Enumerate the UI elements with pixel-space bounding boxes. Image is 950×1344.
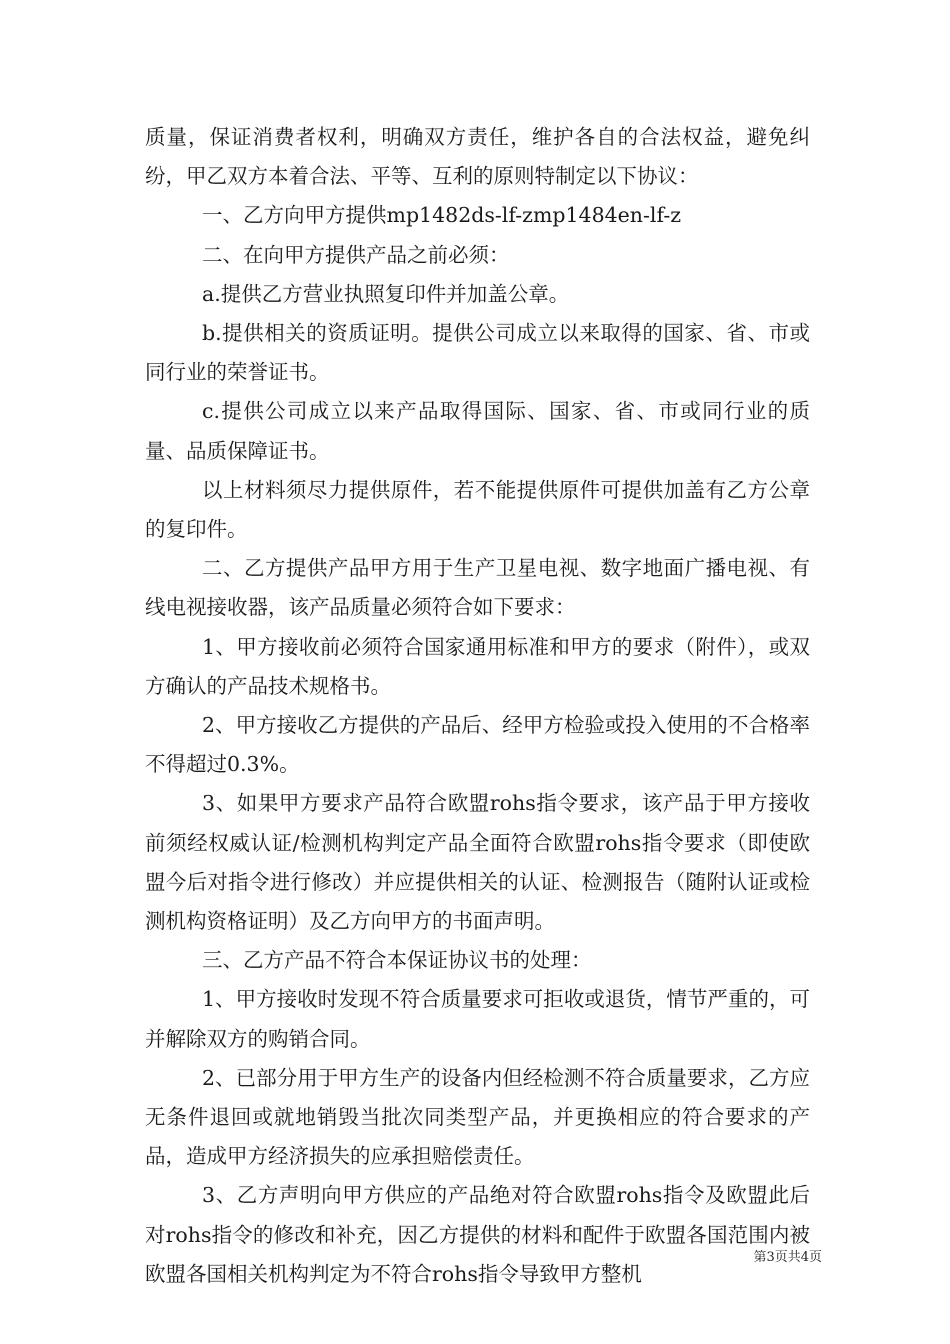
paragraph: 1、甲方接收时发现不符合质量要求可拒收或退货，情节严重的，可并解除双方的购销合同。 — [145, 987, 810, 1051]
paragraph: 一、乙方向甲方提供mp1482ds-lf-zmp1484en-lf-z — [202, 203, 682, 228]
paragraph: 二、乙方提供产品甲方用于生产卫星电视、数字地面广播电视、有线电视接收器，该产品质量必须符合如下要求： — [145, 556, 810, 620]
paragraph: 二、在向甲方提供产品之前必须： — [202, 242, 510, 267]
page-number: 第3页共4页 — [753, 1250, 822, 1265]
paragraph: 2、甲方接收乙方提供的产品后、经甲方检验或投入使用的不合格率不得超过0.3%。 — [145, 713, 810, 777]
paragraph: 2、已部分用于甲方生产的设备内但经检测不符合质量要求，乙方应无条件退回或就地销毁当批次同类型产品，并更换相应的符合要求的产品，造成甲方经济损失的应承担赔偿责任。 — [145, 1065, 810, 1169]
paragraph: 3、如果甲方要求产品符合欧盟rohs指令要求，该产品于甲方接收前须经权威认证/检测机构判定产品全面符合欧盟rohs指令要求（即使欧盟今后对指令进行修改）并应提供相关的认证、检测报告（随附认证或检测机构资格证明）及乙方向甲方的书面声明。 — [145, 791, 810, 934]
paragraph: b.提供相关的资质证明。提供公司成立以来取得的国家、省、市或同行业的荣誉证书。 — [145, 321, 810, 385]
paragraph: 三、乙方产品不符合本保证协议书的处理： — [202, 948, 592, 973]
paragraph: 1、甲方接收前必须符合国家通用标准和甲方的要求（附件），或双方确认的产品技术规格书。 — [145, 634, 810, 698]
paragraph: 质量，保证消费者权利，明确双方责任，维护各自的合法权益，避免纠纷，甲乙双方本着合法、平等、互利的原则特制定以下协议： — [145, 125, 810, 189]
paragraph: 以上材料须尽力提供原件，若不能提供原件可提供加盖有乙方公章的复印件。 — [145, 477, 810, 542]
paragraph: a.提供乙方营业执照复印件并加盖公章。 — [202, 281, 570, 306]
document-body — [145, 118, 810, 1294]
paragraph: 3、乙方声明向甲方供应的产品绝对符合欧盟rohs指令及欧盟此后对rohs指令的修改和补充，因乙方提供的材料和配件于欧盟各国范围内被欧盟各国相关机构判定为不符合rohs指令导致甲方整机 — [145, 1183, 810, 1286]
paragraph: c.提供公司成立以来产品取得国际、国家、省、市或同行业的质量、品质保障证书。 — [145, 399, 810, 463]
